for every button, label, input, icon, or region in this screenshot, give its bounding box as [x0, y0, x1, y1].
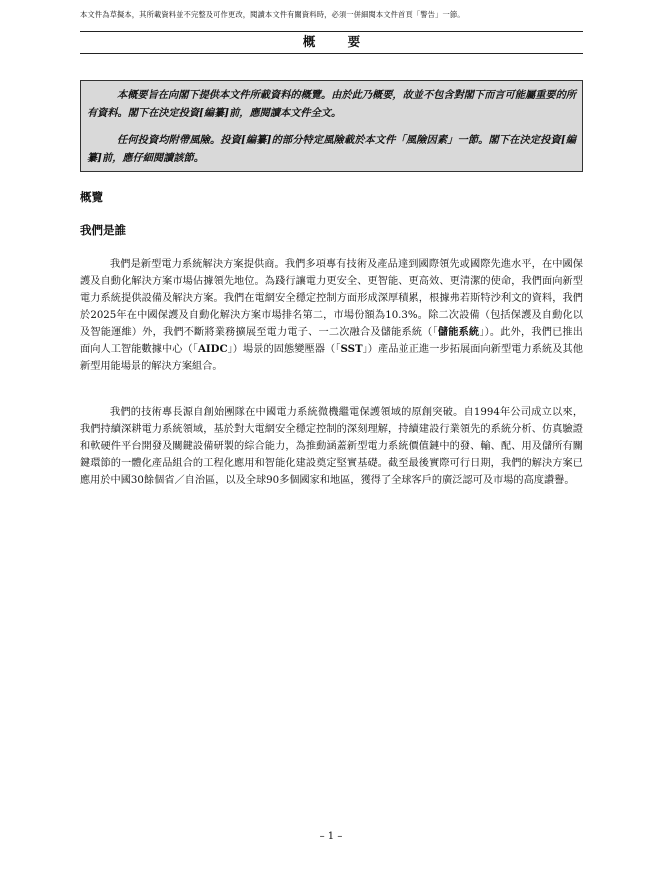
paragraph-1-text-a: 我們是新型電力系統解決方案提供商。我們多項專有技術及產品達到國際領先或國際先進水平，在中國保護及自動化解決方案市場佔據領先地位。為踐行讓電力更安全、更智能、更高效、更清潔的使命，我們面向新型電力系統提供設備及解決方案。我們在電網安全穩定控制方面形成深厚積累，根據弗若斯特沙利文的資料，我們於2025年在中國保護及自動化解決方案市場排名第二，市場份額為10.3%。除二次設備（包括保護及自動化以及智能運維）外，我們不斷將業務擴展至電力電子、一二次融合及儲能系統（「: [80, 259, 583, 338]
draft-disclaimer: 本文件為草擬本，其所載資料並不完整及可作更改，閱讀本文件有關資料時，必須一併細閱本文件首頁「警告」一節。: [80, 10, 465, 19]
notice-paragraph-1: 本概要旨在向閣下提供本文件所載資料的概覽。由於此乃概要，故並不包含對閣下而言可能屬重要的所有資料。閣下在決定投資[編纂]前，應閱讀本文件全文。: [87, 89, 576, 119]
overview-heading: 概覽: [80, 190, 103, 204]
term-sst: SST: [340, 343, 363, 355]
title-rule-bottom: [80, 53, 583, 54]
paragraph-1-text-d: 」）產品並正進一步拓展面向新型電力系統及其他新型用能場景的解決方案組合。: [80, 344, 583, 372]
page-title: 概 要: [302, 34, 375, 49]
paragraph-1-text-c: 」）場景的固態變壓器（「: [227, 344, 341, 355]
summary-notice-box: [80, 80, 583, 172]
title-rule-top: [80, 31, 583, 32]
body-paragraph-1: [80, 256, 583, 375]
body-paragraph-2: 我們的技術專長源自創始團隊在中國電力系統微機繼電保護領域的原創突破。自1994年公司成立以來，我們持續深耕電力系統領域，基於對大電網安全穩定控制的深刻理解，持續建設行業領先的系統分析、仿真驗證和軟硬件平台開發及關鍵設備研製的綜合能力，為推動涵蓋新型電力系統價值鏈中的發、輸、配、用及儲所有關鍵環節的一體化產品組合的工程化應用和智能化建設奠定堅實基礎。截至最後實際可行日期，我們的解決方案已應用於中國30餘個省／自治區，以及全球90多個國家和地區，獲得了全球客戶的廣泛認可及市場的高度讚譽。: [80, 407, 583, 486]
notice-paragraph-2: 任何投資均附帶風險。投資[編纂]的部分特定風險載於本文件「風險因素」一節。閣下在決定投資[編纂]前，應仔細閱讀該節。: [87, 134, 576, 164]
paragraph-1-text-b: 」）。此外，我們已推出面向人工智能數據中心（「: [80, 327, 583, 355]
term-energy-storage: 儲能系統: [437, 326, 480, 338]
term-aidc: AIDC: [197, 343, 228, 355]
page-number: – 1 –: [319, 831, 343, 842]
who-we-are-heading: 我們是誰: [80, 223, 126, 237]
